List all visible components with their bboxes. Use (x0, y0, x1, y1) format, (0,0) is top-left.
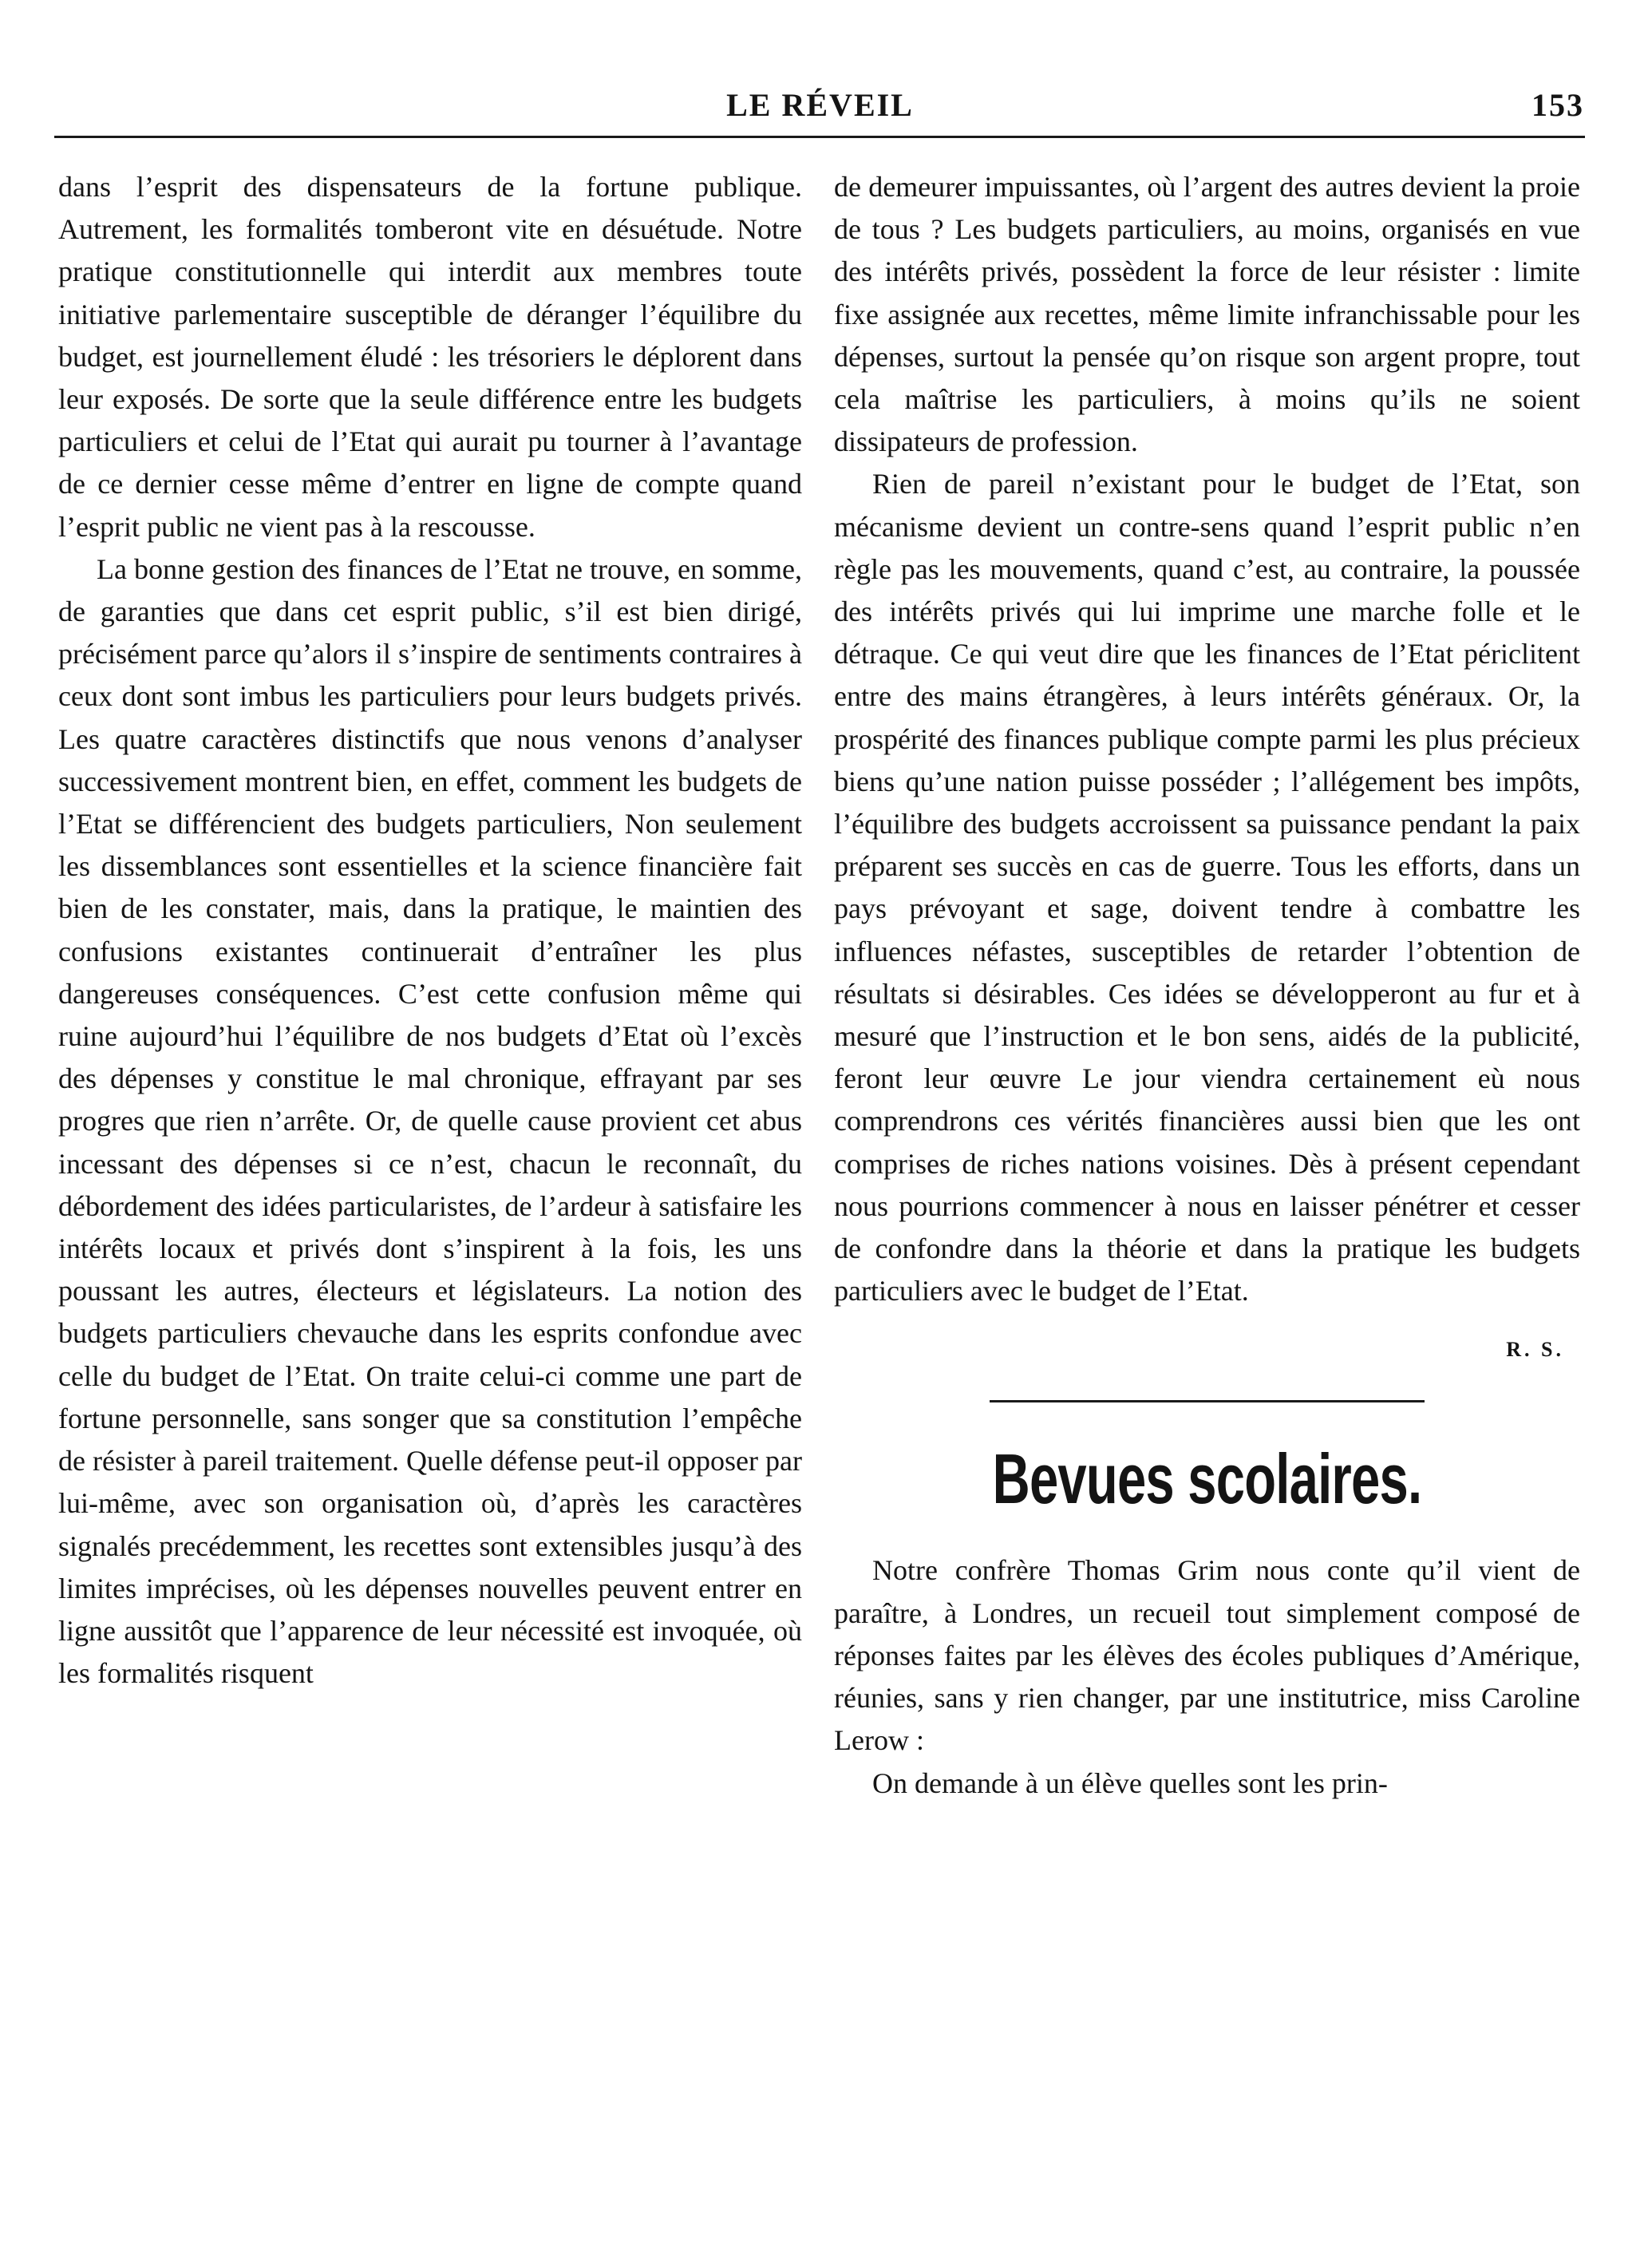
page-header (56, 86, 1584, 134)
left-column (58, 166, 802, 1695)
author-signature: R. S. (1506, 1338, 1564, 1362)
right-column (834, 166, 1580, 1805)
article-paragraph: On demande à un élève quelles sont les prin- (872, 1766, 1388, 1799)
section-separator (990, 1400, 1425, 1402)
page-number: 153 (1531, 87, 1584, 123)
header-rule (54, 136, 1585, 138)
article-paragraph: Rien de pareil n’existant pour le budget de l’Etat, son mécanisme devient un contre-sens quand l’esprit public n’en règle pas les mouvements, quand c’est, au contraire, la poussée des intérêts privés qui lui imprime une marche folle et le détraque. Ce qui veut dire que les finances de l’Etat périclitent entre des mains étrangères, à leurs intérêts généraux. Or, la prospérité des finances publique compte parmi les plus précieux biens qu’une nation puisse posséder ; l’allégement bes impôts, l’équilibre des budgets accroissent sa puissance pendant la paix préparent ses succès en cas de guerre. Tous les efforts, dans un pays prévoyant et sage, doivent tendre à combattre les influences néfastes, susceptibles de retarder l’obtention de résultats si désirables. Ces idées se développeront au fur et à mesuré que l’instruction et le bon sens, aidés de la publicité, feront leur œuvre Le jour viendra certainement eù nous comprendrons ces vérités financières aussi bien que les ont comprises de riches nations voisines. Dès à présent cependant nous pourrions commencer à nous en laisser pénétrer et cesser de confondre dans la théorie et dans la pratique les budgets particuliers avec le budget de l’Etat. (834, 468, 1580, 1307)
article-paragraph: dans l’esprit des dispensateurs de la fortune publique. Autrement, les formalités tomberont vite en désuétude. Notre pratique constitutionnelle qui interdit aux membres toute initiative parlementaire susceptible de déranger l’équilibre du budget, est journellement éludé : les trésoriers le déplorent dans leur exposés. De sorte que la seule différence entre les budgets particuliers et celui de l’Etat qui aurait pu tourner à l’avantage de ce dernier cesse même d’entrer en ligne de compte quand l’esprit public ne vient pas à la rescousse. (58, 171, 802, 543)
article-paragraph: La bonne gestion des finances de l’Etat ne trouve, en somme, de garanties que dans cet esprit public, s’il est bien dirigé, précisément parce qu’alors il s’inspire de sentiments contraires à ceux dont sont imbus les particuliers pour leurs budgets privés. Les quatre caractères distinctifs que nous venons d’analyser successivement montrent bien, en effet, comment les budgets de l’Etat se différencient des budgets particuliers, Non seulement les dissemblances sont essentielles et la science financière fait bien de les constater, mais, dans la pratique, le maintien des confusions existantes continuerait d’entraîner les plus dangereuses conséquences. C’est cette confusion même qui ruine aujourd’hui l’équilibre de nos budgets d’Etat où l’excès des dépenses y constitue le mal chronique, effrayant par ses progres que rien n’arrête. Or, de quelle cause provient cet abus incessant des dépenses si ce n’est, chacun le reconnaît, du débordement des idées particularistes, de l’ardeur à satisfaire les intérêts locaux et privés dont s’inspirent à la fois, les uns poussant les autres, électeurs et législateurs. La notion des budgets particuliers chevauche dans les esprits confondue avec celle du budget de l’Etat. On traite celui-ci comme une part de fortune personnelle, sans songer que sa constitution l’empêche de résister à pareil traitement. Quelle défense peut-il opposer par lui-même, avec son organisation où, d’après les caractères signalés precédemment, les recettes sont extensibles jusqu’à des limites imprécises, où les dépenses nouvelles peuvent entrer en ligne aussitôt que l’apparence de leur nécessité est invoquée, où les formalités risquent (58, 552, 802, 1690)
article-paragraph: de demeurer impuissantes, où l’argent des autres devient la proie de tous ? Les budgets particuliers, au moins, organisés en vue des intérêts privés, possèdent la force de leur résister : limite fixe assignée aux recettes, même limite infranchissable pour les dépenses, surtout la pensée qu’on risque son argent propre, tout cela maîtrise les particuliers, à moins qu’ils ne soient dissipateurs de profession. (834, 171, 1580, 458)
publication-title: LE RÉVEIL (726, 87, 914, 123)
article-paragraph: Notre confrère Thomas Grim nous conte qu’il vient de paraître, à Londres, un recueil tout simplement composé de réponses faites par les élèves des écoles publiques d’Amérique, réunies, sans y rien changer, par une institutrice, miss Caroline Lerow : (834, 1554, 1580, 1757)
section-heading: Bevues scolaires. (992, 1439, 1422, 1519)
